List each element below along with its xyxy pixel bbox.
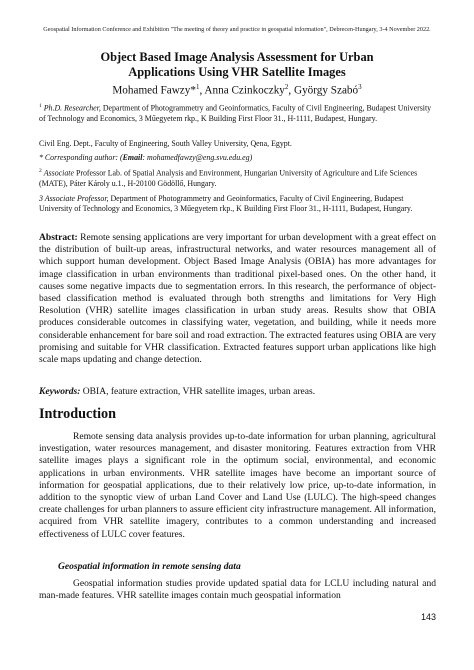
introduction-heading: Introduction [39, 406, 116, 422]
corresponding-author [39, 153, 436, 163]
corresponding-email-label: Email [122, 153, 143, 162]
affiliation-3-role: 3 Associate Professor, [39, 194, 109, 203]
author-3: , György Szabó [288, 84, 359, 97]
author-2-sup: 2 [284, 83, 289, 91]
author-3-sup: 3 [358, 83, 362, 91]
abstract-label: Abstract: [39, 232, 78, 243]
affiliation-1-text: Department of Photogrammetry and Geoinformatics, Faculty of Civil Engineering, Budapest University of Technology and Economics, 3 Műegyetem rkp., K Building First Floor 31., H-1111, Budapest, Hungary. [39, 103, 432, 123]
affiliation-3-text: Department of Photogrammetry and Geoinformatics, Faculty of Civil Engineering, Budapest University of Technology and Economics, 3 Műegyetem rkp., K Building First Floor 31., H-1111, Budapest, Hungary. [39, 194, 413, 214]
paper-title [30, 50, 444, 80]
subsection-paragraph: Geospatial information studies provide updated spatial data for LCLU including natural and man-made features. VHR satellite images contain much geospatial information [39, 578, 436, 602]
title-line-2: Applications Using VHR Satellite Images [128, 65, 346, 79]
introduction-paragraph: Remote sensing data analysis provides up-to-date information for urban planning, agricultural investigation, water resources management, and disaster monitoring. Features extraction from VHR satellite images plays a significant role in the optimum social, environmental, and economic applications in urban environments. VHR satellite images have become an important source of information for geospatial applications, due to their relatively low price, up-to-date information, in addition to the synoptic view of urban Land Cover and Land Use (LULC). The high-speed changes create challenges for urban planners to assure efficient city infrastructure management. All information, acquired from VHR satellite imagery, contributes to a common understanding and increased effectiveness of LULC cover features. [39, 431, 436, 540]
keywords-text: OBIA, feature extraction, VHR satellite images, urban areas. [80, 386, 316, 397]
affiliation-1-sup: 1 [39, 103, 42, 109]
affiliation-2-sup: 2 [39, 168, 42, 174]
abstract [39, 232, 436, 366]
affiliation-2-role: Associate [43, 168, 74, 178]
title-line-1: Object Based Image Analysis Assessment for Urban [100, 50, 374, 64]
affiliation-1 [39, 101, 436, 124]
corresponding-label: * Corresponding author: ( [39, 153, 123, 162]
author-1-sup: 1 [195, 83, 200, 91]
keywords [39, 386, 436, 398]
subsection-heading: Geospatial information in remote sensing data [58, 561, 241, 572]
abstract-text: Remote sensing applications are very important for urban development with a great effect on the distribution of built-up areas, infrastructural networks, and water resources management all of which support human development. Object Based Image Analysis (OBIA) has more advantages for image classification in urban environments than traditional pixel-based ones. On the other hand, it causes some negative impacts due to segmentation errors. In this research, the performance of object-based classification method is evaluated through both strengths and limitations for Very High Resolution (VHR) satellite images classification in urban study areas. Results show that OBIA produces considerable outcomes in classifying water, vegetation, and building, while it needs more considerable enhancement for bare soil and road extraction. The extracted features using OBIA are very promising and suitable for VHR classification. Extracted features support urban applications like high scale maps updating and change detection. [39, 232, 436, 366]
corresponding-email: : mohamedfawzy@eng.svu.edu.eg) [142, 153, 253, 162]
author-1: Mohamed Fawzy* [112, 84, 196, 97]
keywords-label: Keywords: [39, 386, 81, 397]
conference-header: Geospatial Information Conference and Exhibition "The meeting of theory and practice in geospatial information", Debrecen-Hungary, 3-4 November 2022. [43, 26, 431, 33]
affiliation-2 [39, 166, 436, 189]
affiliation-2-text: Professor Lab. of Spatial Analysis and Environment, Hungarian University of Agriculture and Life Sciences (MATE), Páter Károly u.1., H-20100 Gödöllő, Hungary. [39, 168, 418, 188]
page-number: 143 [420, 612, 436, 622]
author-list [30, 83, 444, 97]
affiliation-3 [39, 194, 436, 214]
affiliation-1-role: Ph.D. Researcher, [43, 103, 101, 113]
affiliation-1b: Civil Eng. Dept., Faculty of Engineering, South Valley University, Qena, Egypt. [39, 139, 292, 148]
author-2: , Anna Czinkoczky [199, 84, 285, 97]
